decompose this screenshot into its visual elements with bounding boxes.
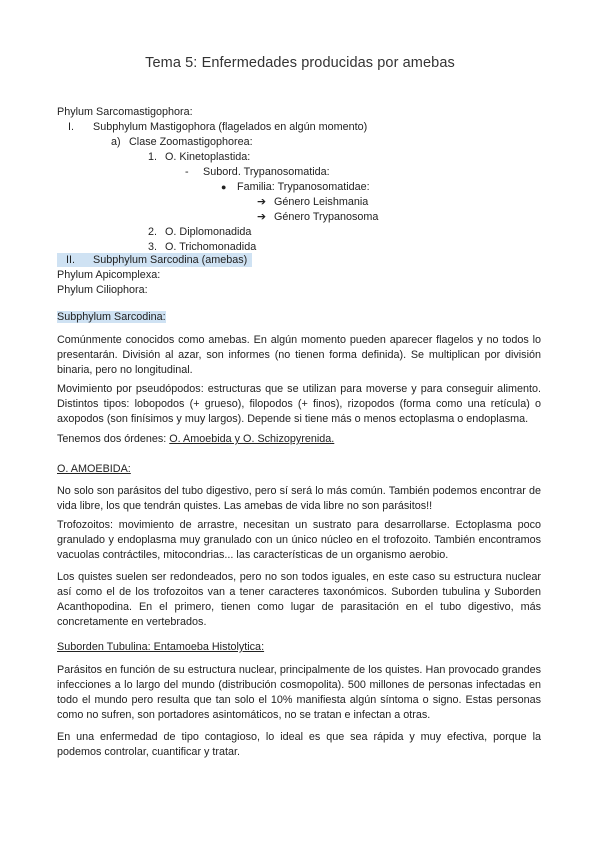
- paragraph: [57, 432, 541, 447]
- paragraph: En una enfermedad de tipo contagioso, lo ideal es que sea rápida y muy efectiva, porque la podemos controlar, cuantificar y tratar.: [57, 731, 541, 758]
- paragraph: Comúnmente conocidos como amebas. En algún momento pueden aparecer flagelos y no todos lo presentarán. División al azar, son informes (no tienen forma definida). Se multiplican por división binaria, pero no longitudinal.: [57, 334, 541, 376]
- outline-marker: a): [111, 136, 121, 148]
- page-title: Tema 5: Enfermedades producidas por amebas: [145, 55, 455, 71]
- subphylum-mastigophora: Subphylum Mastigophora (flagelados en algún momento): [93, 121, 368, 133]
- phylum-apicomplexa: Phylum Apicomplexa:: [57, 269, 161, 281]
- section-heading-tubulina: Suborden Tubulina: Entamoeba Histolytica:: [57, 641, 265, 653]
- outline-marker: -: [185, 166, 189, 178]
- orden-trichomonadida: O. Trichomonadida: [165, 241, 257, 253]
- familia-trypanosomatidae: Familia: Trypanosomatidae:: [237, 181, 370, 193]
- paragraph: Movimiento por pseudópodos: estructuras que se utilizan para moverse y para conseguir alimento. Distintos tipos: lobopodos (+ grueso), filopodos (+ finos), rizopodos (forma como una retícula) o axopodos (son finísimos y muy largos). Depende si tiene más o menos ectoplasma o endoplasma.: [57, 383, 541, 425]
- bullet-icon: ●: [221, 182, 227, 192]
- section-heading-amoebida: O. AMOEBIDA:: [57, 463, 131, 475]
- subord-trypanosomatida: Subord. Trypanosomatida:: [203, 166, 330, 178]
- orden-diplomonadida: O. Diplomonadida: [165, 226, 252, 238]
- paragraph: Parásitos en función de su estructura nuclear, principalmente de los quistes. Han provocado grandes infecciones a lo largo del mundo (distribución cosmopolita). 500 millones de personas infectadas en todo el mundo pero resulta que tan solo el 10% manifiesta algún síntoma o signo. Estas personas como no sufren, son portadores asintomáticos, no se tratan e infectan a otras.: [57, 664, 541, 721]
- outline-marker: 3.: [148, 241, 158, 253]
- genero-leishmania: Género Leishmania: [274, 196, 369, 208]
- paragraph: Los quistes suelen ser redondeados, pero no son todos iguales, en este caso su estructura nuclear así como el de los trofozoitos van a tener caracteres taxonómicos. Suborden tubulina y Suborden Acanthopodina. En el primero, tienen como lugar de parasitación en el tubo digestivo, más concretamente en vertebrados.: [57, 571, 541, 628]
- genero-trypanosoma: Género Trypanosoma: [274, 211, 379, 223]
- text-ordenes-intro: Tenemos dos órdenes:: [57, 433, 170, 445]
- arrow-icon: ➔: [257, 196, 267, 208]
- outline-marker: 1.: [148, 151, 158, 163]
- orden-kinetoplastida: O. Kinetoplastida:: [165, 151, 251, 163]
- paragraph: Trofozoitos: movimiento de arrastre, necesitan un sustrato para desarrollarse. Ectoplasma poco granulado y endoplasma muy granulado con un único núcleo en el trofozoito. También encontramos vacuolas contráctiles, mitocondrias... las características de un organismo aerobio.: [57, 519, 541, 561]
- outline-marker: 2.: [148, 226, 158, 238]
- subphylum-sarcodina-amebas: Subphylum Sarcodina (amebas): [93, 254, 248, 266]
- section-heading-sarcodina: Subphylum Sarcodina:: [57, 311, 166, 323]
- paragraph: No solo son parásitos del tubo digestivo, pero sí será lo más común. También podemos encontrar de vida libre, los que tendrán quistes. Las amebas de vida libre no son parásitos!!: [57, 485, 541, 512]
- outline-marker: I.: [68, 121, 74, 133]
- clase-zoomastigophorea: Clase Zoomastigophorea:: [129, 136, 253, 148]
- outline-marker: II.: [66, 254, 75, 266]
- arrow-icon: ➔: [257, 211, 267, 223]
- phylum-ciliophora: Phylum Ciliophora:: [57, 284, 148, 296]
- text-ordenes-list: O. Amoebida y O. Schizopyrenida.: [169, 433, 335, 445]
- phylum-sarcomastigophora: Phylum Sarcomastigophora:: [57, 106, 193, 118]
